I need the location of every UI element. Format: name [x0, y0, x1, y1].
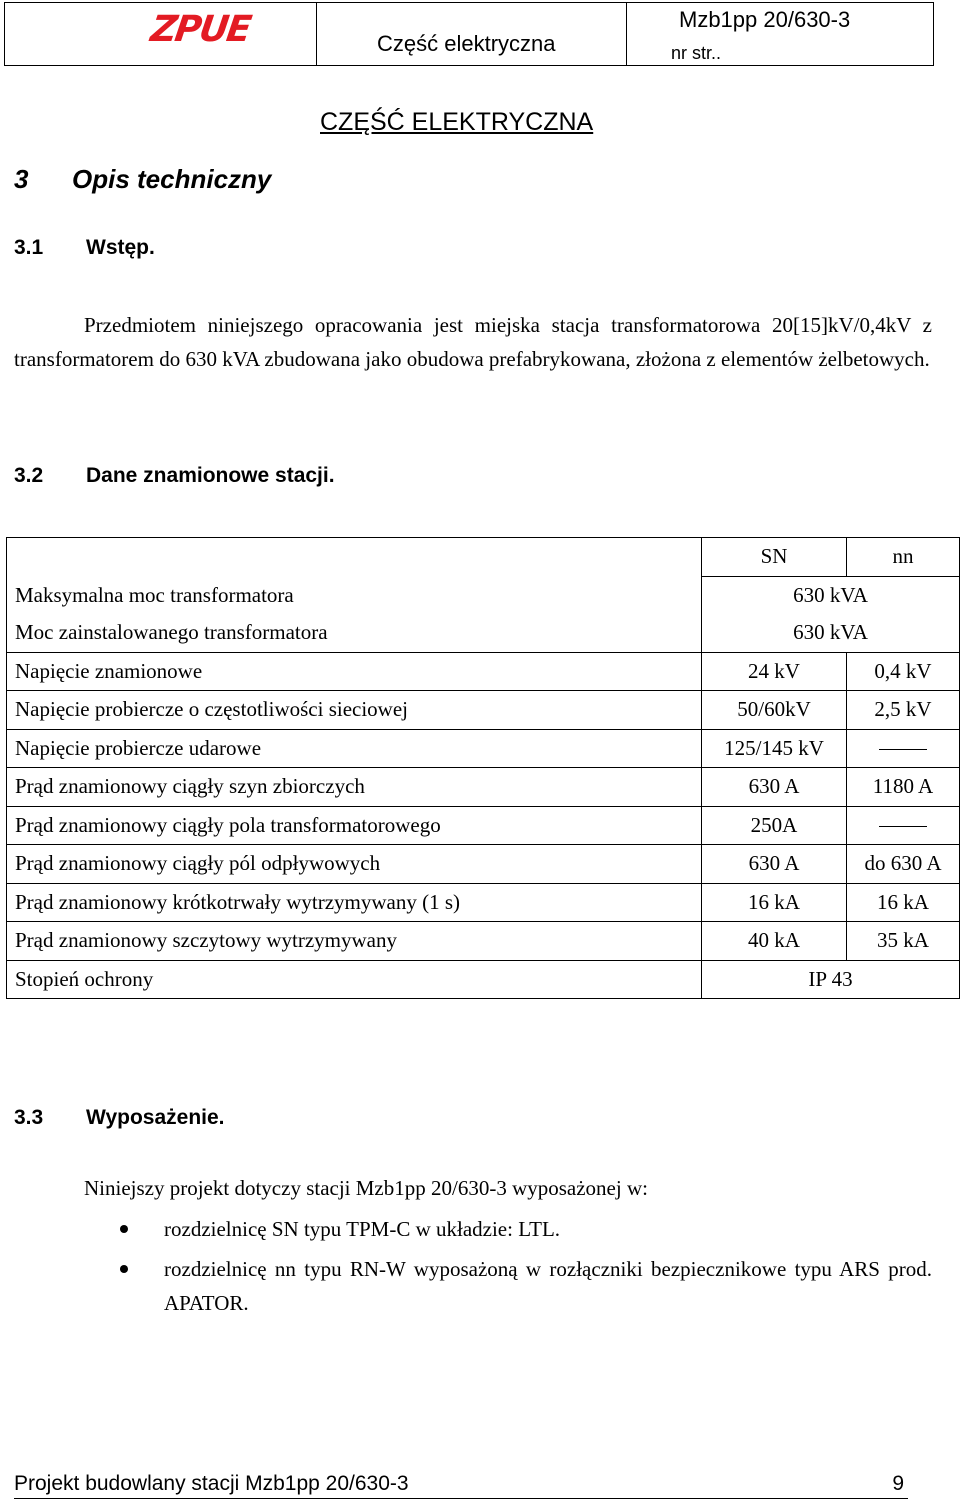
row-merged-value: 630 kVA [702, 576, 960, 614]
column-header-nn: nn [847, 538, 960, 577]
row-label: Moc zainstalowanego transformatora [7, 614, 702, 652]
row-sn-value: 16 kA [702, 883, 847, 922]
row-label: Napięcie probiercze o częstotliwości sieciowej [7, 691, 702, 730]
table-header-empty [7, 538, 702, 577]
table-row [7, 691, 960, 730]
table-row [7, 845, 960, 884]
row-sn-value: 40 kA [702, 922, 847, 961]
section-33-heading [14, 1106, 225, 1130]
table-row [7, 729, 960, 768]
rated-data-table [6, 537, 960, 999]
row-sn-value: 24 kV [702, 652, 847, 691]
header-page-number: nr str.. [671, 43, 722, 63]
row-label: Prąd znamionowy szczytowy wytrzymywany [7, 922, 702, 961]
section-3-number: 3 [14, 164, 29, 194]
section-3-title: Opis techniczny [72, 164, 272, 194]
list-item: rozdzielnicę nn typu RN-W wyposażoną w rozłączniki bezpiecznikowe typu ARS prod. APATOR. [114, 1252, 932, 1320]
header-title-cell [317, 3, 627, 65]
row-nn-value: 0,4 kV [847, 652, 960, 691]
row-sn-value: 250A [702, 806, 847, 845]
dash-mark [879, 826, 927, 827]
table-row [7, 652, 960, 691]
row-nn-value [847, 806, 960, 845]
page-footer [14, 1470, 908, 1499]
section-32-heading [14, 464, 335, 488]
main-heading: CZĘŚĆ ELEKTRYCZNA [320, 108, 594, 136]
equipment-intro: Niniejszy projekt dotyczy stacji Mzb1pp 20/630-3 wyposażonej w: [84, 1176, 648, 1200]
header-title: Część elektryczna [377, 31, 556, 56]
intro-text: Przedmiotem niniejszego opracowania jest miejska stacja transformatorowa 20[15]kV/0,4kV z transformatorem do 630 kVA zbudowana jako obudowa prefabrykowana, złożona z elementów żelbetowych. [14, 313, 932, 371]
row-label: Prąd znamionowy ciągły pól odpływowych [7, 845, 702, 884]
row-sn-value: 630 A [702, 845, 847, 884]
section-32-number: 3.2 [14, 464, 44, 487]
table-row [7, 922, 960, 961]
header-doc-code: Mzb1pp 20/630-3 [679, 7, 851, 32]
row-nn-value: 2,5 kV [847, 691, 960, 730]
column-header-sn: SN [702, 538, 847, 577]
dash-mark [879, 749, 927, 750]
zpue-logo: ZPUE [148, 9, 253, 50]
section-3-heading [14, 164, 271, 195]
row-nn-value: 35 kA [847, 922, 960, 961]
row-label: Stopień ochrony [7, 960, 702, 999]
row-label: Prąd znamionowy krótkotrwały wytrzymywany (1 s) [7, 883, 702, 922]
table-row [7, 960, 960, 999]
section-33-title: Wyposażenie. [86, 1106, 225, 1129]
row-sn-value: 125/145 kV [702, 729, 847, 768]
header-logo-cell [5, 3, 317, 65]
row-label: Prąd znamionowy ciągły pola transformatorowego [7, 806, 702, 845]
row-merged-value: IP 43 [702, 960, 960, 999]
section-33-number: 3.3 [14, 1106, 44, 1129]
section-31-title: Wstęp. [86, 236, 155, 259]
list-item: rozdzielnicę SN typu TPM-C w układzie: LTL. [114, 1212, 932, 1246]
row-label: Napięcie probiercze udarowe [7, 729, 702, 768]
row-label: Maksymalna moc transformatora [7, 576, 702, 614]
row-sn-value: 50/60kV [702, 691, 847, 730]
page-header [4, 2, 934, 66]
row-merged-value: 630 kVA [702, 614, 960, 652]
table-row [7, 614, 960, 652]
row-nn-value: do 630 A [847, 845, 960, 884]
row-sn-value: 630 A [702, 768, 847, 807]
section-31-heading [14, 236, 155, 260]
table-row [7, 768, 960, 807]
footer-project-title: Projekt budowlany stacji Mzb1pp 20/630-3 [14, 1472, 409, 1495]
row-label: Napięcie znamionowe [7, 652, 702, 691]
row-label: Prąd znamionowy ciągły szyn zbiorczych [7, 768, 702, 807]
table-header-row [7, 538, 960, 577]
table-row [7, 883, 960, 922]
section-31-number: 3.1 [14, 236, 44, 259]
equipment-list [114, 1212, 932, 1326]
row-nn-value [847, 729, 960, 768]
table-row [7, 806, 960, 845]
intro-paragraph [14, 308, 932, 376]
table-row [7, 576, 960, 614]
footer-page-number: 9 [892, 1472, 904, 1495]
header-ref-cell [627, 3, 933, 65]
row-nn-value: 1180 A [847, 768, 960, 807]
row-nn-value: 16 kA [847, 883, 960, 922]
section-32-title: Dane znamionowe stacji. [86, 464, 335, 487]
